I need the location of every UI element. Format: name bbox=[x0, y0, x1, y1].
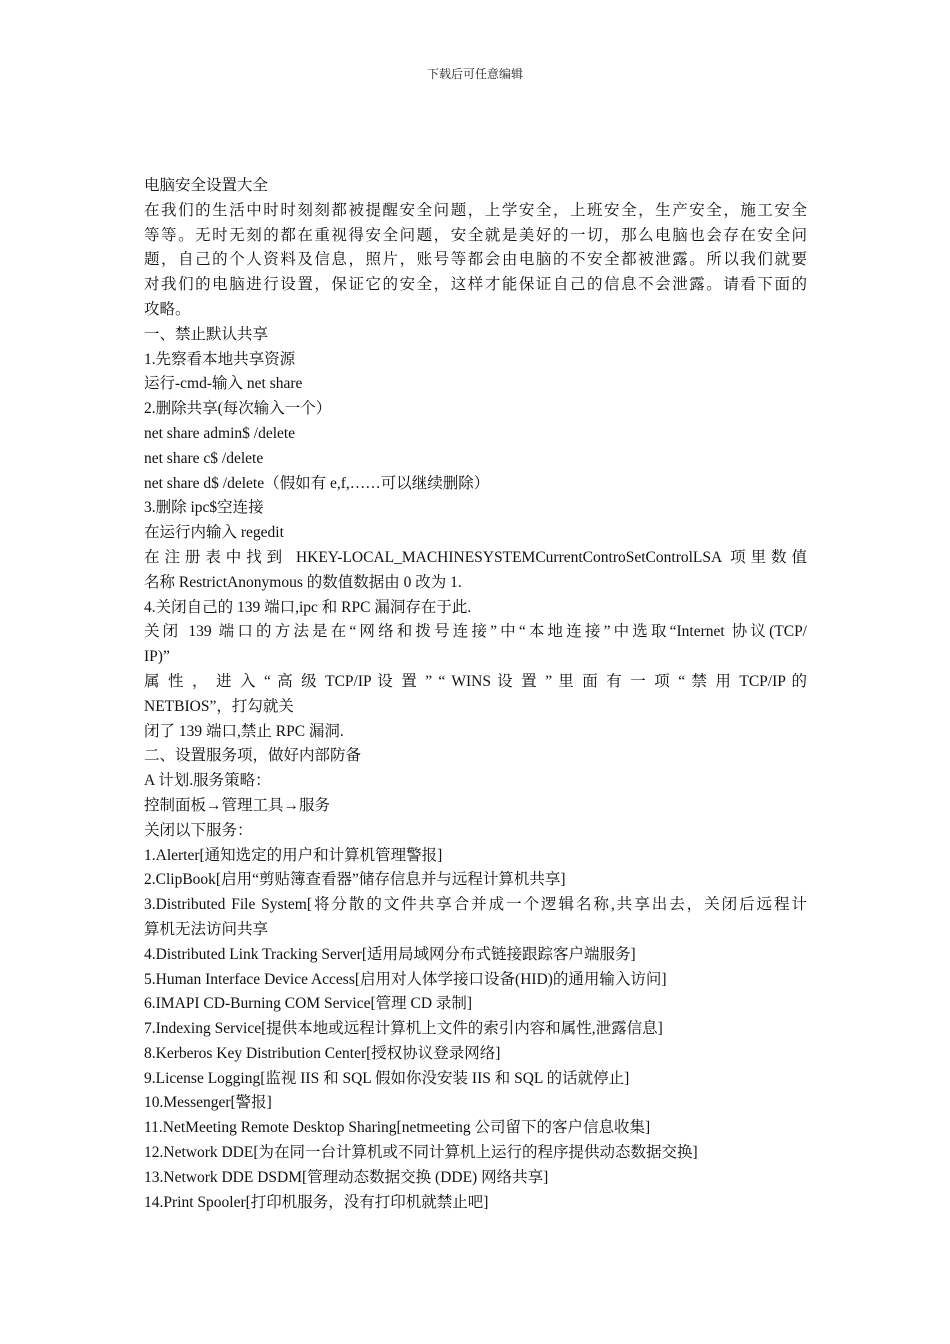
plan-heading: A 计划.服务策略： bbox=[144, 772, 271, 790]
instruction-line: 闭了 139 端口,禁止 RPC 漏洞. bbox=[144, 722, 344, 740]
service-item: 10.Messenger[警报] bbox=[144, 1094, 272, 1112]
command-line: net share d$ /delete（假如有 e,f,……可以继续删除） bbox=[144, 474, 490, 492]
service-item: 1.Alerter[通知选定的用户和计算机管理警报] bbox=[144, 846, 443, 864]
paragraph-line: 等等。无时无刻的都在重视得安全问题，安全就是美好的一切，那么电脑也会存在安全问 bbox=[144, 226, 807, 244]
paragraph-line: 攻略。 bbox=[144, 300, 191, 318]
service-item: 6.IMAPI CD-Burning COM Service[管理 CD 录制] bbox=[144, 995, 473, 1013]
instruction-line: 名称 RestrictAnonymous 的数值数据由 0 改为 1. bbox=[144, 573, 462, 591]
service-item: 12.Network DDE[为在同一台计算机或不同计算机上运行的程序提供动态数据交换] bbox=[144, 1144, 698, 1162]
paragraph-line: 在我们的生活中时时刻刻都被提醒安全问题，上学安全，上班安全，生产安全，施工安全 bbox=[144, 201, 807, 219]
service-item: 9.License Logging[监视 IIS 和 SQL 假如你没安装 IIS 和 SQL 的话就停止] bbox=[144, 1069, 630, 1087]
command-line: net share admin$ /delete bbox=[144, 424, 296, 442]
instruction-line: 关闭 139 端口的方法是在“网络和拨号连接”中“本地连接”中选取“Internet 协议(TCP/ bbox=[144, 623, 807, 641]
service-item: 11.NetMeeting Remote Desktop Sharing[netmeeting 公司留下的客户信息收集] bbox=[144, 1119, 651, 1137]
instruction-line: 在运行内输入 regedit bbox=[144, 524, 284, 542]
document-title: 电脑安全设置大全 bbox=[144, 177, 269, 194]
command-line: 运行-cmd-输入 net share bbox=[144, 375, 303, 393]
paragraph-line: 题，自己的个人资料及信息，照片，账号等都会由电脑的不安全都被泄露。所以我们就要 bbox=[144, 251, 807, 269]
paragraph-line: 对我们的电脑进行设置，保证它的安全，这样才能保证自己的信息不会泄露。请看下面的 bbox=[144, 276, 807, 294]
service-item: 13.Network DDE DSDM[管理动态数据交换 (DDE) 网络共享] bbox=[144, 1168, 549, 1186]
section-heading: 一、禁止默认共享 bbox=[144, 325, 269, 343]
page-header-note: 下载后可任意编辑 bbox=[426, 67, 523, 81]
service-item: 8.Kerberos Key Distribution Center[授权协议登录网络] bbox=[144, 1044, 501, 1062]
instruction-line: NETBIOS”，打勾就关 bbox=[144, 697, 294, 715]
step-line: 3.删除 ipc$空连接 bbox=[144, 499, 264, 517]
section-heading: 二、设置服务项，做好内部防备 bbox=[144, 747, 362, 765]
step-line: 4.关闭自己的 139 端口,ipc 和 RPC 漏洞存在于此. bbox=[144, 598, 472, 616]
instruction-line: 控制面板→管理工具→服务 bbox=[144, 796, 331, 814]
service-item: 7.Indexing Service[提供本地或远程计算机上文件的索引内容和属性,泄露信息] bbox=[144, 1020, 663, 1038]
step-line: 2.删除共享(每次输入一个） bbox=[144, 400, 332, 418]
service-item: 4.Distributed Link Tracking Server[适用局域网分布式链接跟踪客户端服务] bbox=[144, 945, 636, 963]
instruction-line: IP)” bbox=[144, 648, 170, 666]
service-item: 3.Distributed File System[将分散的文件共享合并成一个逻辑名称,共享出去，关闭后远程计 bbox=[144, 896, 807, 914]
service-item: 2.ClipBook[启用“剪贴簿查看器”储存信息并与远程计算机共享] bbox=[144, 871, 566, 889]
document-body bbox=[144, 174, 807, 1215]
instruction-line: 在注册表中找到 HKEY-LOCAL_MACHINESYSTEMCurrentControSetControlLSA 项里数值 bbox=[144, 548, 807, 566]
service-item: 算机无法访问共享 bbox=[144, 920, 269, 938]
instruction-line: 属 性 ， 进 入 “ 高 级 TCP/IP 设 置 ” “ WINS 设 置 ” 里 面 有 一 项 “ 禁 用 TCP/IP 的 bbox=[144, 672, 807, 690]
service-item: 5.Human Interface Device Access[启用对人体学接口设备(HID)的通用输入访问] bbox=[144, 970, 667, 988]
instruction-line: 关闭以下服务： bbox=[144, 821, 253, 839]
step-line: 1.先察看本地共享资源 bbox=[144, 350, 296, 368]
command-line: net share c$ /delete bbox=[144, 449, 264, 467]
service-item: 14.Print Spooler[打印机服务，没有打印机就禁止吧] bbox=[144, 1193, 489, 1211]
